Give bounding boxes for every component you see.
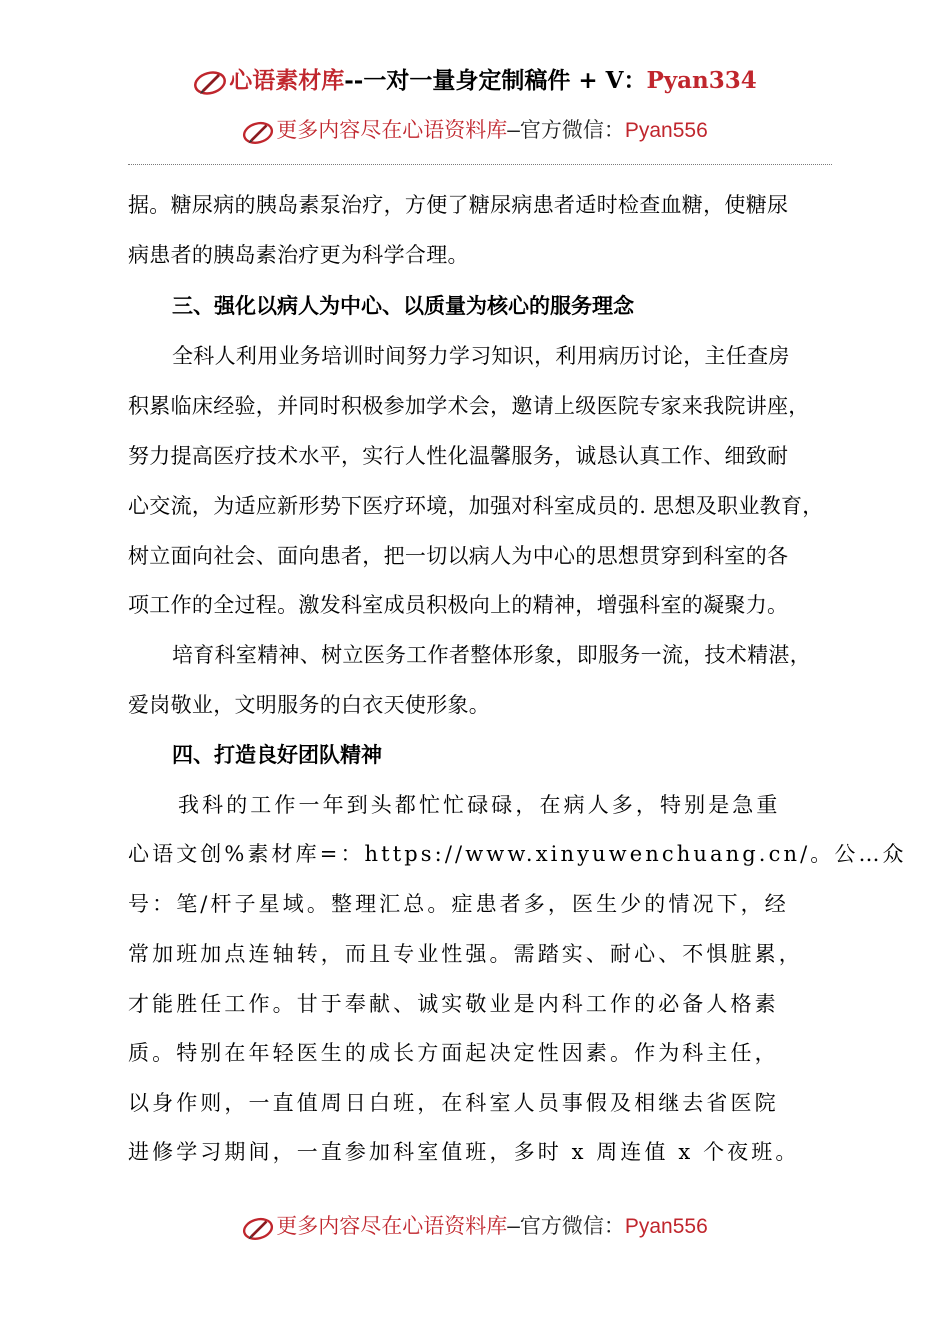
watermark-wechat: Pyan556 [624,1215,708,1238]
body-line: 以身作则，一直值周日白班，在科室人员事假及相继去省医院 [128,1091,779,1115]
body-line: 据。糖尿病的胰岛素泵治疗，方便了糖尿病患者适时检查血糖，使糖尿 [128,193,789,217]
pen-logo-icon [242,1214,274,1242]
body-line: 进修学习期间，一直参加科室值班，多时 x 周连值 x 个夜班。 [128,1140,800,1164]
body-line: 质。特别在年轻医生的成长方面起决定性因素。作为科主任， [128,1041,779,1065]
watermark-dash: — [507,1214,520,1238]
body-line: 项工作的全过程。激发科室成员积极向上的精神，增强科室的凝聚力。 [128,593,789,617]
body-line: 常加班加点连轴转，而且专业性强。需踏实、耐心、不惧脏累， [128,942,803,966]
body-line: 全科人利用业务培训时间努力学习知识，利用病历讨论，主任查房 [172,344,790,368]
pen-logo-icon [193,68,227,96]
watermark-label: 官方微信： [519,118,625,142]
body-line: 病患者的胰岛素治疗更为科学合理。 [128,243,469,267]
pen-logo-icon [242,118,274,146]
body-line: 心语文创%素材库=：https://www.xinyuwenchuang.cn/。公…众 [128,842,907,866]
body-line: 我科的工作一年到头都忙忙碌碌，在病人多，特别是急重 [178,793,781,817]
document-header [0,62,950,98]
header-divider [128,164,832,165]
section-heading: 三、强化以病人为中心、以质量为核心的服务理念 [172,293,634,318]
header-wechat: Pyan334 [646,67,757,94]
section-heading: 四、打造良好团队精神 [172,742,382,767]
body-line: 树立面向社会、面向患者，把一切以病人为中心的思想贯穿到科室的各 [128,544,789,568]
brand-dashes: -- [344,67,364,94]
header-tagline: 一对一量身定制稿件 + V： [363,67,647,94]
body-line: 号：笔/杆子星域。整理汇总。症患者多，医生少的情况下，经 [128,892,789,916]
watermark-text: 更多内容尽在心语资料库 [276,1214,508,1238]
body-line: 努力提高医疗技术水平，实行人性化温馨服务，诚恳认真工作、细致耐 [128,444,789,468]
body-line: 培育科室精神、树立医务工作者整体形象，即服务一流，技术精湛， [172,643,811,667]
footer-watermark [0,1210,950,1244]
body-line: 爱岗敬业，文明服务的白衣天使形象。 [128,693,491,717]
watermark-text: 更多内容尽在心语资料库 [276,118,508,142]
body-line: 心交流，为适应新形势下医疗环境，加强对科室成员的. 思想及职业教育， [128,494,824,518]
brand-name: 心语素材库 [229,67,345,94]
watermark-wechat: Pyan556 [624,119,708,142]
body-line: 积累临床经验，并同时积极参加学术会，邀请上级医院专家来我院讲座， [128,394,810,418]
body-line: 才能胜任工作。甘于奉献、诚实敬业是内科工作的必备人格素 [128,992,779,1016]
watermark-dash: — [507,118,520,142]
watermark-label: 官方微信： [519,1214,625,1238]
top-watermark [0,114,950,148]
